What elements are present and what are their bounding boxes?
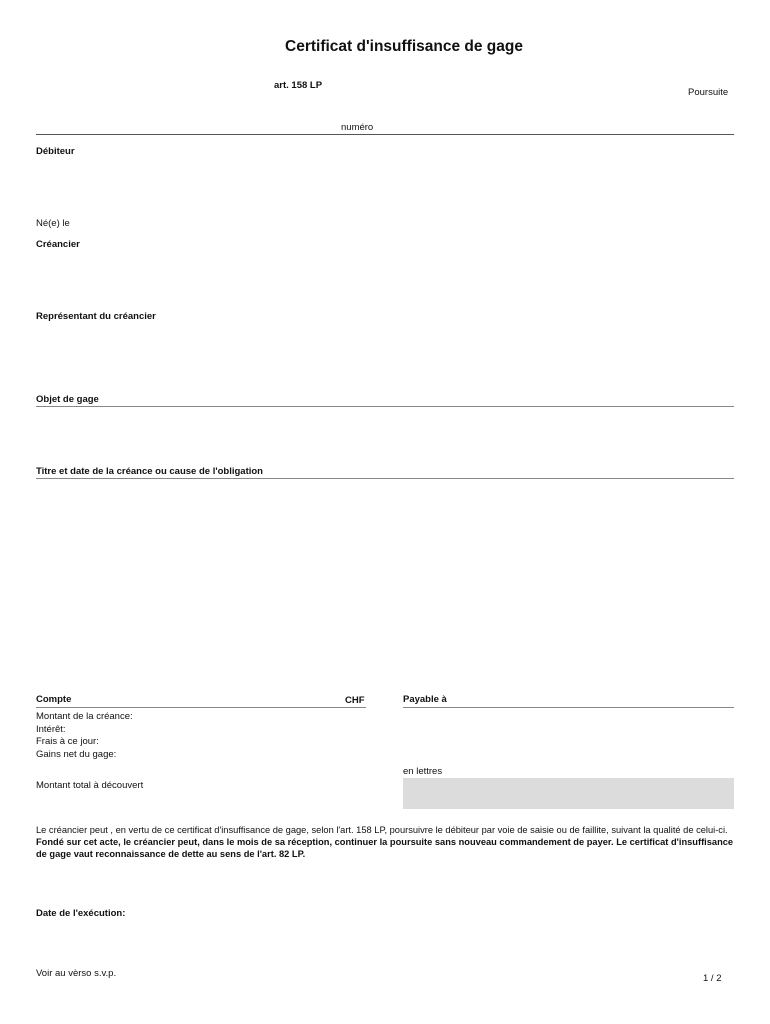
representant-label: Représentant du créancier [36, 311, 156, 322]
compte-divider [36, 707, 366, 708]
legal-text-bold: Fondé sur cet acte, le créancier peut, dans le mois de sa réception, continuer la poursuite sans nouveau commandement de payer. Le certificat d'insuffisance de gage vaut reconnaissance de dette au sens de l'art. 82 LP. [36, 837, 734, 859]
titre-creance-divider [36, 478, 734, 479]
payable-divider [403, 707, 734, 708]
page-number: 1 / 2 [703, 973, 722, 984]
montant-creance-label: Montant de la créance: [36, 711, 133, 722]
frais-label: Frais à ce jour: [36, 736, 99, 747]
objet-gage-divider [36, 406, 734, 407]
verso-note: Voir au vèrso s.v.p. [36, 968, 117, 979]
currency-label: CHF [345, 695, 365, 706]
debiteur-label: Débiteur [36, 146, 75, 157]
titre-creance-label: Titre et date de la créance ou cause de l'obligation [36, 466, 263, 477]
header-divider [36, 134, 734, 135]
ne-le-label: Né(e) le [36, 218, 70, 229]
poursuite-label: Poursuite [688, 87, 729, 98]
legal-text-normal: Le créancier peut , en vertu de ce certificat d'insuffisance de gage, selon l'art. 158 LP, poursuivre le débiteur par voie de saisie ou de faillite, suivant la qualité de celui-ci. [36, 825, 728, 835]
article-reference: art. 158 LP [274, 80, 323, 91]
compte-rows [36, 711, 133, 761]
objet-gage-label: Objet de gage [36, 394, 99, 405]
payable-label: Payable à [403, 694, 447, 705]
montant-total-label: Montant total à découvert [36, 780, 144, 791]
en-lettres-label: en lettres [403, 766, 443, 777]
compte-label: Compte [36, 694, 72, 705]
legal-paragraph [36, 824, 736, 860]
numero-label: numéro [341, 122, 374, 133]
page-title: Certificat d'insuffisance de gage [285, 38, 523, 55]
date-execution-label: Date de l'exécution: [36, 908, 126, 919]
amount-in-words-box [403, 778, 734, 809]
creancier-label: Créancier [36, 239, 80, 250]
gains-net-label: Gains net du gage: [36, 748, 117, 760]
interet-label: Intérêt: [36, 723, 66, 735]
